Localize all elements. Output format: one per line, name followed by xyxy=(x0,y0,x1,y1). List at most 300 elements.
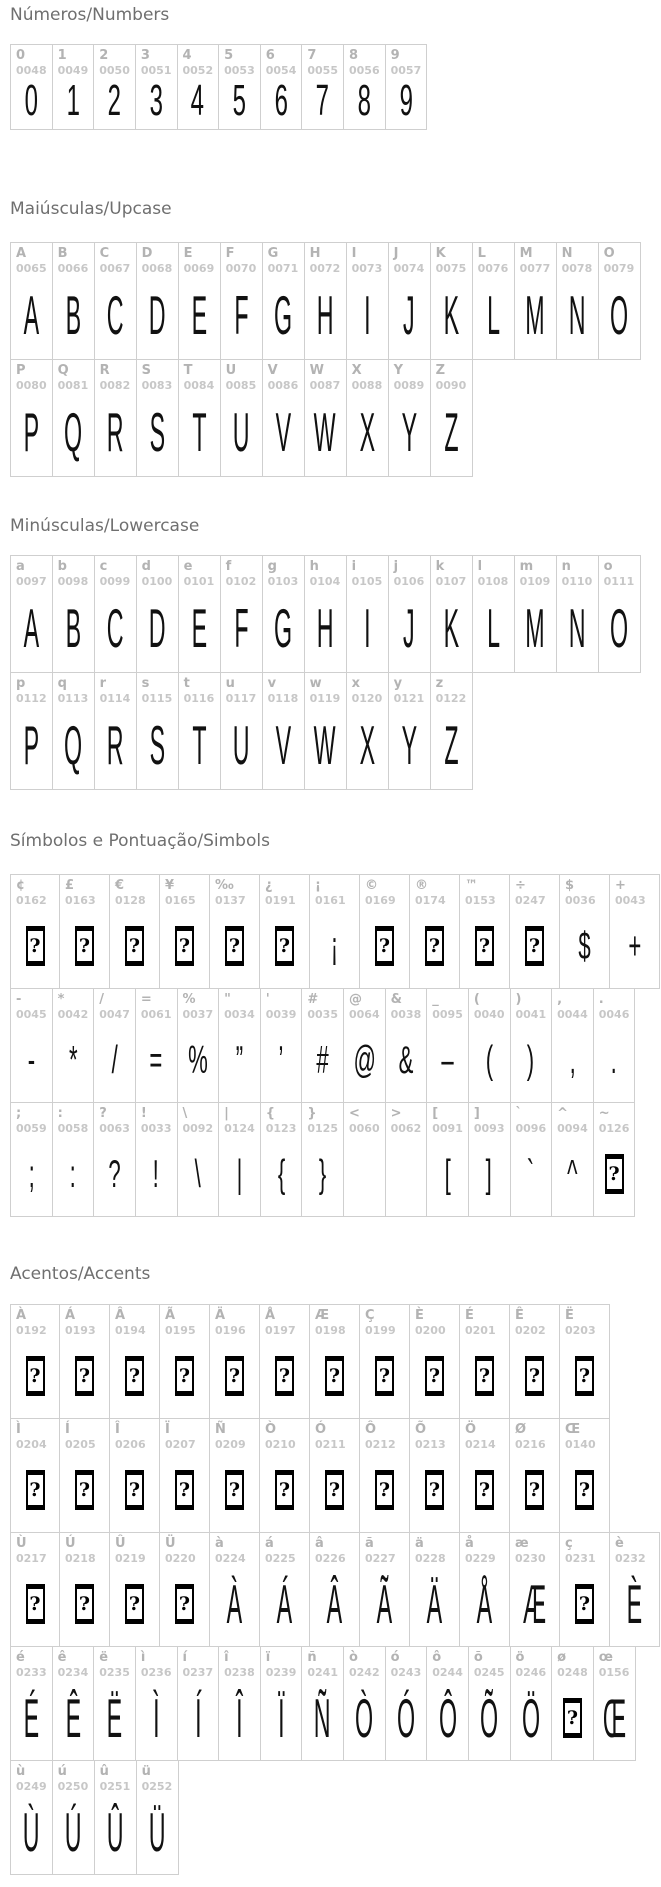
glyph-area xyxy=(215,908,254,984)
cell-glyph: P xyxy=(23,401,40,464)
glyph-cell xyxy=(557,242,599,360)
glyph-area xyxy=(58,276,89,355)
glyph-area xyxy=(265,1452,304,1528)
glyph-area xyxy=(474,1022,505,1098)
cell-code: 0231 xyxy=(565,1552,596,1565)
cell-code: 0237 xyxy=(182,1666,214,1679)
cell-letter: W xyxy=(309,363,324,378)
missing-glyph-box xyxy=(26,1470,45,1510)
glyph-area xyxy=(183,1680,214,1756)
glyph-cell xyxy=(110,1418,160,1533)
cell-letter: u xyxy=(225,676,235,691)
cell-glyph: ) xyxy=(527,1037,535,1082)
cell-letter: ñ xyxy=(307,1650,317,1665)
cell-code: 0114 xyxy=(99,692,131,705)
cell-glyph: Z xyxy=(444,401,459,464)
cell-glyph: { xyxy=(277,1151,285,1196)
cell-letter: H xyxy=(309,246,321,261)
cell-code: 0033 xyxy=(140,1122,172,1135)
cell-code: 0104 xyxy=(309,575,341,588)
missing-glyph-box xyxy=(125,1356,144,1396)
glyph-cell xyxy=(179,242,221,360)
glyph-area xyxy=(599,1680,630,1756)
cell-code: 0036 xyxy=(565,894,596,907)
glyph-area xyxy=(16,1136,47,1212)
cell-letter: ö xyxy=(515,1650,525,1665)
glyph-cell xyxy=(263,359,305,477)
glyph-area xyxy=(224,1022,255,1098)
missing-glyph-box xyxy=(525,1356,544,1396)
glyph-area xyxy=(58,1680,89,1756)
glyph-area xyxy=(394,276,425,355)
cell-code: 0044 xyxy=(557,1008,588,1021)
cell-code: 0041 xyxy=(515,1008,547,1021)
cell-code: 0092 xyxy=(182,1122,214,1135)
glyph-area xyxy=(226,393,257,472)
cell-letter: Z xyxy=(435,363,446,378)
cell-glyph: D xyxy=(148,284,166,347)
missing-glyph-box xyxy=(575,1584,594,1624)
cell-letter: Q xyxy=(57,363,69,378)
cell-code: 0106 xyxy=(393,575,425,588)
cell-glyph: | xyxy=(236,1151,243,1196)
cell-code: 0199 xyxy=(365,1324,396,1337)
glyph-area xyxy=(516,1136,547,1212)
cell-letter: U xyxy=(225,363,237,378)
cell-glyph: J xyxy=(403,284,415,347)
glyph-area xyxy=(265,908,304,984)
cell-code: 0234 xyxy=(57,1666,89,1679)
glyph-area xyxy=(520,276,551,355)
cell-letter: Æ xyxy=(315,1308,330,1323)
missing-glyph-question-mark: ? xyxy=(278,1364,291,1387)
glyph-area xyxy=(165,1452,204,1528)
glyph-area xyxy=(565,1452,604,1528)
cell-code: 0045 xyxy=(16,1008,47,1021)
glyph-cell xyxy=(10,44,53,130)
glyph-area xyxy=(478,276,509,355)
cell-letter: e xyxy=(183,559,193,574)
glyph-cell xyxy=(347,242,389,360)
glyph-area xyxy=(352,276,383,355)
section-title: Minúsculas/Lowercase xyxy=(10,516,200,536)
glyph-cell xyxy=(53,1102,95,1217)
cell-code: 0124 xyxy=(224,1122,255,1135)
cell-letter: Ó xyxy=(315,1422,327,1437)
cell-letter: b xyxy=(57,559,67,574)
cell-glyph: - xyxy=(27,1037,36,1082)
glyph-cell xyxy=(94,988,136,1103)
cell-glyph: + xyxy=(628,923,641,968)
glyph-area xyxy=(99,1680,130,1756)
cell-letter: à xyxy=(215,1536,224,1551)
missing-glyph-question-mark: ? xyxy=(428,934,441,957)
missing-glyph-question-mark: ? xyxy=(378,934,391,957)
missing-glyph-box xyxy=(425,1470,444,1510)
cell-letter: P xyxy=(16,363,26,378)
glyph-cell xyxy=(95,359,137,477)
glyph-cell xyxy=(221,672,263,790)
glyph-area xyxy=(142,1794,173,1870)
glyph-area xyxy=(604,276,635,355)
glyph-area xyxy=(415,908,454,984)
cell-code: 0057 xyxy=(390,64,422,77)
glyph-cell xyxy=(53,242,95,360)
cell-letter: 3 xyxy=(140,48,150,63)
missing-glyph-box xyxy=(175,926,194,966)
glyph-area xyxy=(65,1452,104,1528)
glyph-cell xyxy=(178,1646,220,1761)
missing-glyph-question-mark: ? xyxy=(378,1478,391,1501)
glyph-row xyxy=(10,1304,610,1419)
glyph-cell xyxy=(310,1418,360,1533)
cell-glyph: ¡ xyxy=(330,923,339,968)
glyph-area xyxy=(349,1680,380,1756)
cell-glyph: Ä xyxy=(426,1573,443,1635)
glyph-area xyxy=(615,908,654,984)
glyph-area xyxy=(58,1794,89,1870)
cell-code: 0206 xyxy=(115,1438,146,1451)
cell-glyph: S xyxy=(149,401,165,464)
cell-glyph: A xyxy=(23,284,40,347)
cell-glyph: B xyxy=(65,597,81,660)
cell-code: 0095 xyxy=(432,1008,463,1021)
missing-glyph-question-mark: ? xyxy=(608,1162,620,1185)
cell-code: 0086 xyxy=(267,379,299,392)
cell-code: 0196 xyxy=(215,1324,246,1337)
glyph-area xyxy=(315,1338,354,1414)
missing-glyph-box xyxy=(325,1470,344,1510)
cell-glyph: Ô xyxy=(438,1687,457,1749)
glyph-area xyxy=(16,1794,47,1870)
glyph-area xyxy=(184,589,215,668)
cell-letter: @ xyxy=(349,992,362,1007)
cell-code: 0105 xyxy=(351,575,383,588)
cell-code: 0202 xyxy=(515,1324,546,1337)
cell-letter: O xyxy=(603,246,615,261)
cell-code: 0200 xyxy=(415,1324,446,1337)
cell-letter: œ xyxy=(598,1650,613,1665)
cell-glyph: Ü xyxy=(148,1801,166,1863)
glyph-area xyxy=(478,589,509,668)
missing-glyph-box xyxy=(525,1470,544,1510)
glyph-area xyxy=(58,393,89,472)
cell-code: 0225 xyxy=(265,1552,296,1565)
glyph-area xyxy=(226,276,257,355)
cell-letter: ; xyxy=(16,1106,22,1121)
glyph-area xyxy=(142,706,173,785)
cell-code: 0101 xyxy=(183,575,215,588)
glyph-area xyxy=(515,1452,554,1528)
cell-code: 0238 xyxy=(224,1666,255,1679)
cell-code: 0115 xyxy=(141,692,173,705)
cell-code: 0249 xyxy=(16,1780,47,1793)
glyph-section xyxy=(10,830,651,1217)
cell-code: 0239 xyxy=(265,1666,297,1679)
missing-glyph-question-mark: ? xyxy=(328,1478,341,1501)
cell-letter: 6 xyxy=(265,48,275,63)
cell-letter: 1 xyxy=(57,48,67,63)
missing-glyph-question-mark: ? xyxy=(228,1364,241,1387)
cell-code: 0193 xyxy=(65,1324,96,1337)
cell-glyph: T xyxy=(192,714,207,777)
glyph-cell xyxy=(136,1102,178,1217)
cell-code: 0093 xyxy=(473,1122,505,1135)
glyph-area xyxy=(516,1022,547,1098)
glyph-cell xyxy=(95,555,137,673)
glyph-area xyxy=(100,706,131,785)
cell-letter: © xyxy=(365,878,378,893)
glyph-cell xyxy=(260,1304,310,1419)
cell-letter: - xyxy=(16,992,22,1007)
missing-glyph-box xyxy=(275,926,294,966)
cell-letter: Ø xyxy=(515,1422,527,1437)
glyph-area xyxy=(615,1566,654,1642)
glyph-cell xyxy=(221,359,263,477)
glyph-area xyxy=(58,706,89,785)
cell-code: 0059 xyxy=(16,1122,47,1135)
glyph-area xyxy=(215,1566,254,1642)
missing-glyph-question-mark: ? xyxy=(178,1364,191,1387)
missing-glyph-question-mark: ? xyxy=(78,1364,91,1387)
glyph-cell xyxy=(560,1304,610,1419)
glyph-cell xyxy=(560,1418,610,1533)
cell-glyph: U xyxy=(232,714,250,777)
glyph-cell xyxy=(210,1532,260,1647)
glyph-area xyxy=(349,1022,380,1098)
cell-letter: ç xyxy=(565,1536,573,1551)
cell-glyph: 3 xyxy=(149,76,163,125)
cell-glyph: J xyxy=(403,597,415,660)
glyph-area xyxy=(226,589,257,668)
cell-glyph: ` xyxy=(527,1151,535,1196)
glyph-area xyxy=(215,1338,254,1414)
cell-glyph: M xyxy=(525,597,545,660)
cell-code: 0228 xyxy=(415,1552,446,1565)
glyph-area xyxy=(184,706,215,785)
glyph-area xyxy=(352,589,383,668)
cell-letter: $ xyxy=(565,878,575,893)
missing-glyph-question-mark: ? xyxy=(29,934,41,957)
cell-letter: Á xyxy=(65,1308,76,1323)
cell-code: 0048 xyxy=(16,64,47,77)
missing-glyph-box xyxy=(525,926,544,966)
cell-code: 0207 xyxy=(165,1438,196,1451)
cell-code: 0056 xyxy=(349,64,380,77)
cell-code: 0120 xyxy=(351,692,383,705)
glyph-cell xyxy=(94,1102,136,1217)
cell-glyph: N xyxy=(568,284,586,347)
glyph-cell xyxy=(10,1102,53,1217)
cell-glyph: V xyxy=(275,401,291,464)
glyph-cell xyxy=(137,672,179,790)
glyph-cell xyxy=(360,874,410,989)
cell-glyph: \ xyxy=(194,1151,201,1196)
glyph-area xyxy=(224,1136,255,1212)
cell-code: 0082 xyxy=(99,379,131,392)
cell-code: 0073 xyxy=(351,262,383,275)
glyph-area xyxy=(562,589,593,668)
cell-glyph: Ò xyxy=(355,1687,374,1749)
glyph-area xyxy=(352,706,383,785)
glyph-cell xyxy=(610,1532,660,1647)
cell-code: 0161 xyxy=(315,894,346,907)
missing-glyph-box xyxy=(26,926,45,966)
glyph-cell xyxy=(386,988,428,1103)
cell-glyph: Ó xyxy=(396,1687,415,1749)
glyph-cell xyxy=(510,1418,560,1533)
cell-glyph: % xyxy=(187,1037,208,1082)
missing-glyph-box xyxy=(75,1584,94,1624)
glyph-cell xyxy=(460,1304,510,1419)
cell-letter: ™ xyxy=(465,878,478,893)
glyph-cell xyxy=(221,555,263,673)
glyph-cell xyxy=(410,1532,460,1647)
glyph-area xyxy=(315,1452,354,1528)
cell-letter: Y xyxy=(393,363,404,378)
cell-letter: k xyxy=(435,559,445,574)
cell-glyph: G xyxy=(274,597,293,660)
cell-letter: | xyxy=(224,1106,229,1121)
cell-code: 0038 xyxy=(390,1008,422,1021)
glyph-area xyxy=(58,78,89,125)
cell-letter: + xyxy=(615,878,626,893)
missing-glyph-question-mark: ? xyxy=(278,934,291,957)
glyph-area xyxy=(307,1680,338,1756)
missing-glyph-question-mark: ? xyxy=(29,1364,41,1387)
cell-code: 0052 xyxy=(182,64,214,77)
glyph-cell xyxy=(210,1418,260,1533)
cell-glyph: Ö xyxy=(521,1687,540,1749)
glyph-area xyxy=(16,393,47,472)
cell-letter: Ú xyxy=(65,1536,76,1551)
cell-letter: ¡ xyxy=(315,878,321,893)
cell-letter: ] xyxy=(473,1106,480,1121)
glyph-cell xyxy=(557,555,599,673)
glyph-cell xyxy=(469,988,511,1103)
glyph-area xyxy=(604,589,635,668)
glyph-area xyxy=(436,706,467,785)
glyph-area xyxy=(365,1452,404,1528)
section-title: Acentos/Accents xyxy=(10,1264,151,1284)
cell-letter: ú xyxy=(57,1764,67,1779)
glyph-cell xyxy=(510,1532,560,1647)
missing-glyph-box xyxy=(475,926,494,966)
cell-glyph: X xyxy=(359,401,375,464)
cell-code: 0126 xyxy=(598,1122,630,1135)
missing-glyph-question-mark: ? xyxy=(128,934,141,957)
glyph-area xyxy=(415,1452,454,1528)
glyph-row xyxy=(10,1760,179,1875)
glyph-cell xyxy=(344,988,386,1103)
cell-letter: Î xyxy=(115,1422,120,1437)
cell-code: 0204 xyxy=(16,1438,47,1451)
cell-letter: z xyxy=(435,676,444,691)
cell-code: 0084 xyxy=(183,379,215,392)
glyph-cell xyxy=(310,1532,360,1647)
cell-glyph: H xyxy=(316,284,334,347)
cell-glyph: O xyxy=(610,597,629,660)
cell-code: 0198 xyxy=(315,1324,346,1337)
cell-letter: . xyxy=(598,992,604,1007)
cell-code: 0165 xyxy=(165,894,196,907)
glyph-cell xyxy=(560,1532,610,1647)
glyph-cell xyxy=(160,1532,210,1647)
glyph-row xyxy=(10,1418,610,1533)
cell-code: 0241 xyxy=(307,1666,338,1679)
glyph-cell xyxy=(410,1418,460,1533)
glyph-area xyxy=(266,78,297,125)
cell-letter: Ï xyxy=(165,1422,170,1437)
cell-code: 0037 xyxy=(182,1008,214,1021)
cell-letter: ù xyxy=(16,1764,26,1779)
cell-code: 0210 xyxy=(265,1438,296,1451)
glyph-cell xyxy=(302,1102,344,1217)
glyph-cell xyxy=(10,242,53,360)
cell-letter: a xyxy=(16,559,25,574)
cell-glyph: S xyxy=(149,714,165,777)
missing-glyph-box xyxy=(275,1470,294,1510)
glyph-area xyxy=(100,589,131,668)
missing-glyph-box xyxy=(425,1356,444,1396)
cell-code: 0246 xyxy=(515,1666,547,1679)
glyph-area xyxy=(268,706,299,785)
glyph-cell xyxy=(431,242,473,360)
glyph-area xyxy=(183,1022,214,1098)
cell-letter: : xyxy=(57,1106,63,1121)
cell-glyph: 0 xyxy=(24,76,38,125)
cell-code: 0061 xyxy=(140,1008,172,1021)
cell-code: 0078 xyxy=(561,262,593,275)
cell-letter: ê xyxy=(57,1650,67,1665)
cell-code: 0162 xyxy=(16,894,47,907)
glyph-cell xyxy=(344,1102,386,1217)
cell-code: 0111 xyxy=(603,575,635,588)
glyph-area xyxy=(16,1680,47,1756)
glyph-cell xyxy=(219,988,261,1103)
cell-glyph: Q xyxy=(64,714,83,777)
glyph-area xyxy=(141,1022,172,1098)
glyph-cell xyxy=(53,672,95,790)
cell-code: 0140 xyxy=(565,1438,596,1451)
glyph-cell xyxy=(10,1532,60,1647)
glyph-area xyxy=(557,1022,588,1098)
missing-glyph-box xyxy=(75,926,94,966)
glyph-cell xyxy=(60,874,110,989)
glyph-section xyxy=(10,515,651,790)
glyph-cell xyxy=(594,1102,636,1217)
missing-glyph-question-mark: ? xyxy=(428,1478,441,1501)
cell-letter: N xyxy=(561,246,573,261)
cell-letter: î xyxy=(224,1650,229,1665)
glyph-area xyxy=(16,276,47,355)
cell-code: 0103 xyxy=(267,575,299,588)
cell-letter: L xyxy=(477,246,486,261)
glyph-cell xyxy=(260,1418,310,1533)
cell-glyph: ? xyxy=(108,1151,121,1196)
cell-code: 0083 xyxy=(141,379,173,392)
cell-letter: R xyxy=(99,363,110,378)
cell-code: 0247 xyxy=(515,894,546,907)
cell-glyph: K xyxy=(443,597,459,660)
cell-letter: M xyxy=(519,246,533,261)
cell-code: 0227 xyxy=(365,1552,396,1565)
glyph-cell xyxy=(302,44,344,130)
glyph-cell xyxy=(511,988,553,1103)
glyph-area xyxy=(266,1022,297,1098)
glyph-area xyxy=(352,393,383,472)
cell-glyph: 7 xyxy=(316,76,330,125)
